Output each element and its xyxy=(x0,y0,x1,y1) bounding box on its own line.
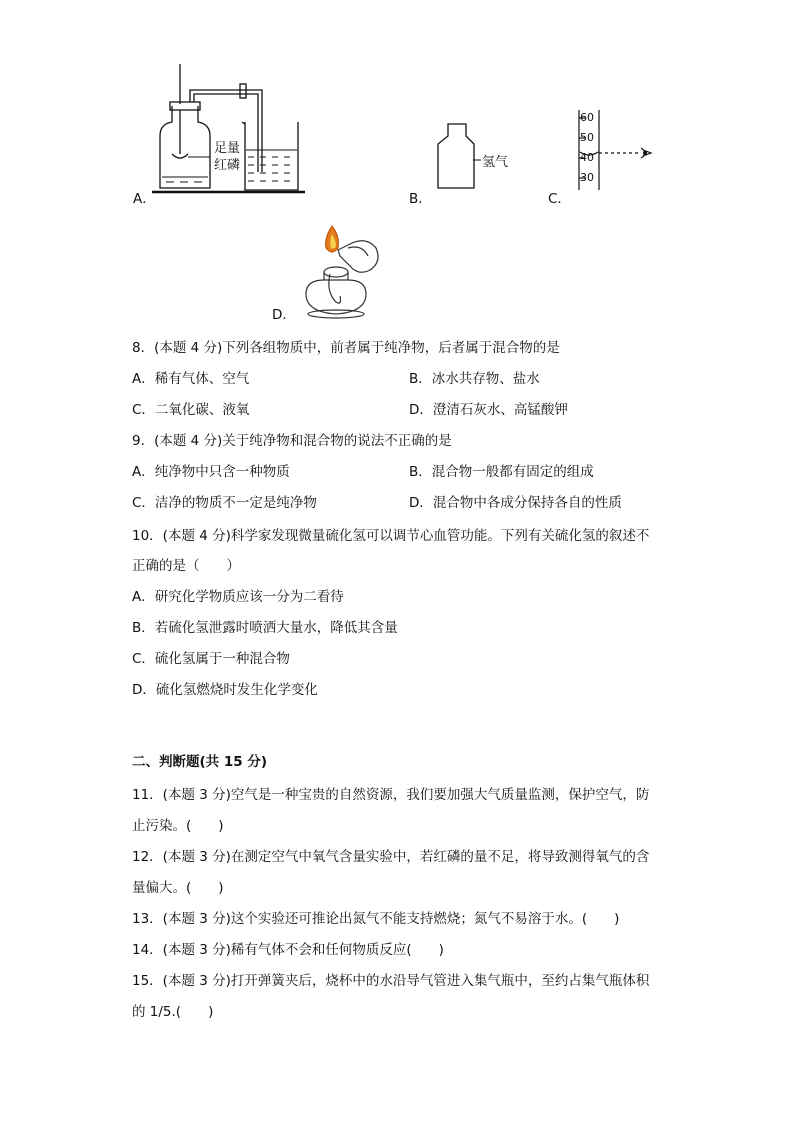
tick-30: 30 xyxy=(580,171,594,184)
q14-line1: 14．(本题 3 分)稀有气体不会和任何物质反应( ) xyxy=(132,942,444,958)
q15-line2: 的 1/5.( ) xyxy=(132,1004,214,1020)
section-2-title: 二、判断题(共 15 分) xyxy=(132,754,268,770)
q10-stem-line2: 正确的是（ ） xyxy=(132,558,240,574)
q10-option-a: A．研究化学物质应该一分为二看待 xyxy=(132,589,344,605)
figure-d-label: D． xyxy=(272,307,296,323)
q15-line1: 15．(本题 3 分)打开弹簧夹后，烧杯中的水沿导气管进入集气瓶中，至约占集气瓶体积 xyxy=(132,973,650,989)
q10-option-b: B．若硫化氢泄露时喷洒大量水，降低其含量 xyxy=(132,620,398,636)
q9-option-b: B．混合物一般都有固定的组成 xyxy=(409,464,594,480)
q9-option-c: C．洁净的物质不一定是纯净物 xyxy=(132,495,317,511)
q8-option-a: A．稀有气体、空气 xyxy=(132,371,250,387)
q8-option-d: D．澄清石灰水、高锰酸钾 xyxy=(409,402,568,418)
figure-c-label: C． xyxy=(548,191,571,207)
q8-option-b: B．冰水共存物、盐水 xyxy=(409,371,540,387)
figure-a-apparatus xyxy=(150,62,310,198)
q9-option-a: A．纯净物中只含一种物质 xyxy=(132,464,290,480)
label-hydrogen: 氢气 xyxy=(482,155,509,170)
figure-d-alcohol-lamps xyxy=(296,222,386,322)
figure-b-label: B． xyxy=(409,191,432,207)
q11-line1: 11．(本题 3 分)空气是一种宝贵的自然资源，我们要加强大气质量监测，保护空气，防 xyxy=(132,787,650,803)
tick-40: 40 xyxy=(580,151,594,164)
figure-a-label: A． xyxy=(133,191,156,207)
tick-60: 60 xyxy=(580,111,594,124)
q9-stem: 9．(本题 4 分)关于纯净物和混合物的说法不正确的是 xyxy=(132,433,452,449)
tick-50: 50 xyxy=(580,131,594,144)
q9-option-d: D．混合物中各成分保持各自的性质 xyxy=(409,495,622,511)
label-amount: 足量 xyxy=(214,141,241,156)
q12-line1: 12．(本题 3 分)在测定空气中氧气含量实验中，若红磷的量不足，将导致测得氧气的含 xyxy=(132,849,650,865)
q10-option-d: D．硫化氢燃烧时发生化学变化 xyxy=(132,682,318,698)
label-phosphorus: 红磷 xyxy=(214,158,241,173)
q8-stem: 8．(本题 4 分)下列各组物质中，前者属于纯净物，后者属于混合物的是 xyxy=(132,340,560,356)
q8-option-c: C．二氧化碳、液氧 xyxy=(132,402,250,418)
q10-option-c: C．硫化氢属于一种混合物 xyxy=(132,651,290,667)
q10-stem-line1: 10．(本题 4 分)科学家发现微量硫化氢可以调节心血管功能。下列有关硫化氢的叙述不 xyxy=(132,528,650,544)
q11-line2: 止污染。( ) xyxy=(132,818,224,834)
q12-line2: 量偏大。( ) xyxy=(132,880,224,896)
q13-line1: 13．(本题 3 分)这个实验还可推论出氮气不能支持燃烧；氮气不易溶于水。( ) xyxy=(132,911,620,927)
